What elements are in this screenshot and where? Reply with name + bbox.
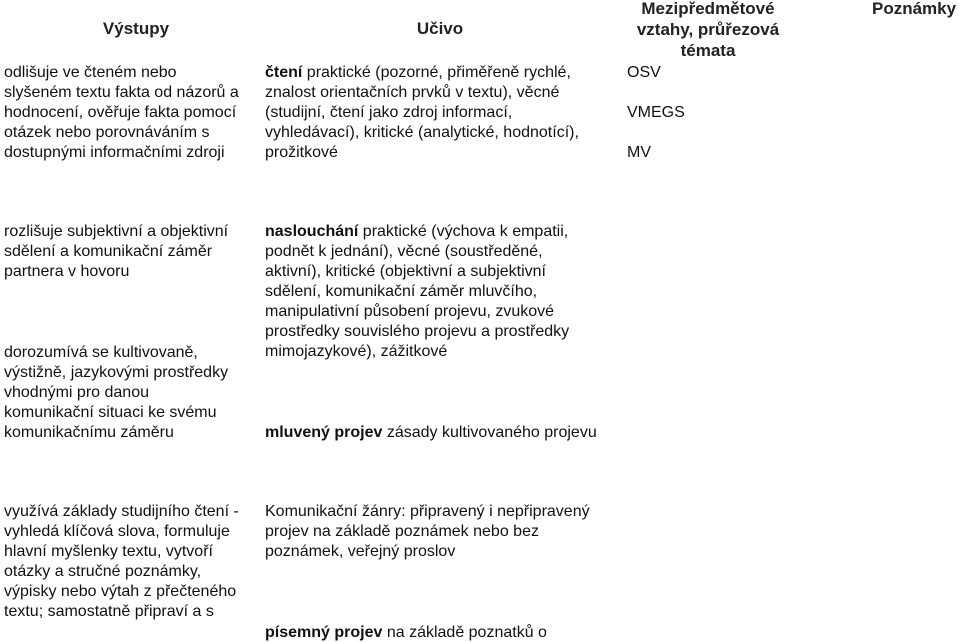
text-line: aktivní), kritické (objektivní a subjektivní — [265, 263, 546, 280]
row2-vystupy-cell-a — [4, 222, 228, 282]
header-line: Mezipředmětové — [641, 0, 775, 18]
text-line: slyšeném textu fakta od názorů a — [4, 84, 239, 101]
column-header-mezipredmetove — [618, 0, 798, 61]
text-line — [265, 63, 579, 83]
text-line: Komunikační žánry: připravený i nepřipravený — [265, 503, 590, 520]
ucivo-text: zásady kultivovaného projevu — [382, 424, 597, 441]
ucivo-text: na základě poznatků o — [382, 624, 547, 641]
ucivo-term: naslouchání — [265, 223, 359, 240]
cross-curricular-mv: MV — [627, 144, 651, 161]
row2-ucivo-cell-b — [265, 423, 597, 443]
ucivo-text: praktické (pozorné, přiměřeně rychlé, — [302, 64, 571, 81]
ucivo-term: čtení — [265, 64, 303, 81]
header-line: vztahy, průřezová — [636, 20, 780, 39]
text-line: výpisky nebo výtah z přečteného — [4, 583, 237, 600]
text-line: dorozumívá se kultivovaně, — [4, 344, 198, 361]
header-line: témata — [680, 41, 736, 60]
text-line: vhodnými pro danou — [4, 384, 149, 401]
ucivo-text: praktické (výchova k empatii, — [358, 223, 569, 240]
text-line: hlavní myšlenky textu, vytvoří — [4, 543, 213, 560]
text-line: komunikačnímu záměru — [4, 424, 174, 441]
text-line: rozlišuje subjektivní a objektivní — [4, 223, 229, 240]
text-line: (studijní, čtení jako zdroj informací, — [265, 104, 513, 121]
cross-curricular-vmegs: VMEGS — [627, 104, 685, 121]
text-line: mimojazykové), zážitkové — [265, 343, 448, 360]
text-line: sdělení, komunikační záměr mluvčího, — [265, 283, 538, 300]
text-line — [265, 423, 597, 443]
text-line: znalost orientačních prvků v textu), věcné — [265, 84, 560, 101]
text-line: otázky a stručné poznámky, — [4, 563, 202, 580]
text-line: hodnocení, ověřuje fakta pomocí — [4, 104, 237, 121]
row3-ucivo-cell-a — [265, 502, 590, 562]
text-line: prožitkové — [265, 144, 338, 161]
text-line: vyhledávací), kritické (analytické, hodnotící), — [265, 124, 579, 141]
column-header-vystupy: Výstupy — [102, 19, 170, 38]
text-line — [265, 222, 569, 242]
text-line: dostupnými informačními zdroji — [4, 144, 225, 161]
text-line: partnera v hovoru — [4, 263, 130, 280]
text-line: komunikační situaci ke svému — [4, 404, 217, 421]
column-header-ucivo: Učivo — [416, 19, 464, 38]
text-line: sdělení a komunikační záměr — [4, 243, 213, 260]
row1-vystupy-cell — [4, 63, 239, 163]
text-line — [265, 623, 547, 642]
text-line: vyhledá klíčová slova, formuluje — [4, 523, 230, 540]
text-line: otázek nebo porovnáváním s — [4, 124, 210, 141]
text-line: projev na základě poznámek nebo bez — [265, 523, 539, 540]
text-line: podnět k jednání), věcné (soustředěné, — [265, 243, 543, 260]
row2-vystupy-cell-b — [4, 343, 228, 443]
text-line: odlišuje ve čteném nebo — [4, 64, 177, 81]
text-line: prostředky souvislého projevu a prostředky — [265, 323, 570, 340]
row3-vystupy-cell — [4, 502, 239, 622]
ucivo-term: mluvený projev — [265, 424, 383, 441]
row2-ucivo-cell-a — [265, 222, 569, 362]
text-line: využívá základy studijního čtení - — [4, 503, 239, 520]
row1-ucivo-cell — [265, 63, 579, 163]
text-line: manipulativní působení projevu, zvukové — [265, 303, 555, 320]
text-line: výstižně, jazykovými prostředky — [4, 364, 229, 381]
row3-ucivo-cell-b — [265, 623, 547, 642]
cross-curricular-osv: OSV — [627, 64, 661, 81]
text-line: poznámek, veřejný proslov — [265, 543, 456, 560]
text-line: textu; samostatně připraví a s — [4, 603, 214, 620]
ucivo-term: písemný projev — [265, 624, 383, 641]
column-header-poznamky: Poznámky — [872, 0, 957, 18]
